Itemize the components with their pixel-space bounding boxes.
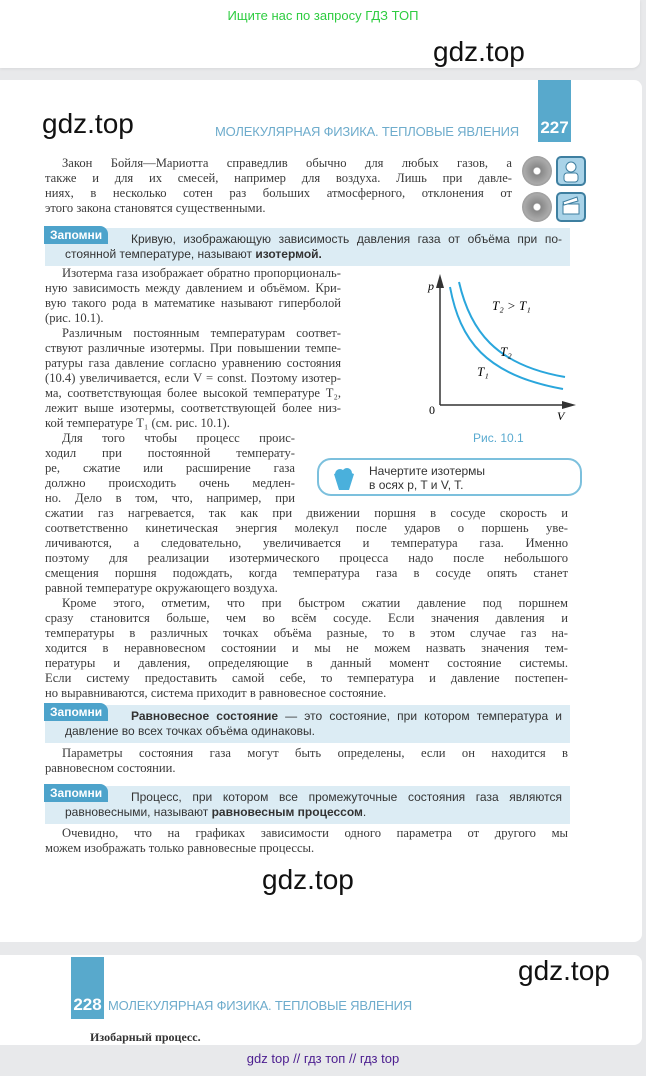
text-line: смещения поршня подождать, когда температура газа в сосуде опять станет [45, 566, 568, 580]
paragraph [45, 596, 568, 701]
text-segment: . [362, 805, 367, 819]
text-line: соответственно кинетическая энергия молекул после ударов о поршень уве- [45, 521, 568, 535]
text-line: ма, соответствующая более высокой температуре T₂, [45, 386, 341, 400]
isotherm-t2 [459, 282, 565, 377]
text-segment: Процесс, при котором все промежуточные состояния газа являются [131, 790, 562, 804]
watermark: gdz.top [262, 864, 354, 895]
curve-relation-label: T₂ > T₁ [492, 298, 531, 313]
text-line: равновесном состоянии. [45, 761, 176, 775]
text-segment: Кривую, изображающую зависимость давления газа от объёма при по- [131, 232, 562, 246]
figure-caption: Рис. 10.1 [473, 431, 524, 445]
promo-text: Ищите нас по запросу ГДЗ ТОП [227, 8, 419, 23]
text-line: Кроме этого, отметим, что при быстром сжатии давление под поршнем [62, 596, 568, 610]
paragraph [45, 506, 568, 596]
page-227 [0, 80, 642, 942]
text-line: но. Дело в том, что, например, при [45, 491, 295, 505]
person-icon[interactable] [556, 156, 586, 186]
y-axis-arrow [436, 274, 444, 288]
text-line: ратуры газа давление согласно уравнению состояния [45, 356, 341, 370]
text-line: лежит выше изотермы, соответствующей более низ- [45, 401, 341, 415]
text-line: (рис. 10.1). [45, 311, 104, 325]
text-line: можем изображать только равновесные процессы. [45, 841, 315, 855]
paragraph [45, 826, 568, 856]
isotherm-figure [420, 270, 580, 420]
text-segment: равновесными, называют [65, 805, 212, 819]
remember-badge: Запомни [44, 226, 108, 244]
origin-label: 0 [429, 403, 435, 417]
remember-box [45, 228, 570, 266]
running-head: МОЛЕКУЛЯРНАЯ ФИЗИКА. ТЕПЛОВЫЕ ЯВЛЕНИЯ [108, 998, 412, 1013]
paragraph [45, 326, 341, 431]
text-line: сразу становится больше, чем во всём сосуде. Если значения давления и [45, 611, 568, 625]
bold-term: Равновесное состояние [131, 709, 278, 723]
remember-badge: Запомни [44, 784, 108, 802]
page-number: 228 [71, 957, 104, 1019]
task-line: в осях p, T и V, T. [369, 478, 464, 492]
task-icon [331, 466, 357, 492]
page-number: 227 [538, 80, 571, 142]
bold-term: изотермой. [255, 247, 322, 261]
task-box [317, 458, 582, 496]
text-line: ствуют различные изотермы. При повышении темпе- [45, 341, 341, 355]
text-line: ную зависимость между давлением и объёмом. Кри- [45, 281, 341, 295]
bold-term: равновесным процессом [211, 805, 363, 819]
text-line: Очевидно, что на графиках зависимости одного параметра от другого мы [62, 826, 568, 840]
remember-box [45, 786, 570, 824]
text-line: ходится в неравновесном состоянии и мы не можем назвать значения тем- [45, 641, 568, 655]
remember-box [45, 705, 570, 743]
paragraph [45, 266, 341, 326]
paragraph [45, 156, 512, 216]
text-line: кой температуре T₁ (см. рис. 10.1). [45, 416, 230, 430]
watermark: gdz.top [433, 36, 525, 67]
text-line: ниях, в несколько сотен раз больших атмосферного, отклонения от [45, 186, 512, 200]
paragraph [45, 746, 568, 776]
text-line: вую такого рода в математике называют гиперболой [45, 296, 341, 310]
text-segment: — это состояние, при котором температура и [278, 709, 562, 723]
separator: // [348, 1051, 357, 1066]
running-head: МОЛЕКУЛЯРНАЯ ФИЗИКА. ТЕПЛОВЫЕ ЯВЛЕНИЯ [215, 124, 519, 139]
remember-badge: Запомни [44, 703, 108, 721]
text-line: равной температуре окружающего воздуха. [45, 581, 278, 595]
text-line: но выравниваются, система приходит в равновесное состояние. [45, 686, 387, 700]
text-line: личиваются, а следовательно, увеличивается и температура газа. Именно [45, 536, 568, 550]
text-line: ходил при постоянной температу- [45, 446, 295, 460]
paragraph [45, 431, 295, 506]
section-heading: Изобарный процесс. [90, 1030, 201, 1044]
x-axis-arrow [562, 401, 576, 409]
task-line: Начертите изотермы [369, 464, 486, 478]
text-line: Для того чтобы процесс проис- [62, 431, 295, 445]
footer-link[interactable]: гдз top [359, 1051, 400, 1066]
text-line: температуры в различных точках объёма разные, то в этом случае газ на- [45, 626, 568, 640]
text-line: Различным постоянным температурам соответ- [62, 326, 341, 340]
t2-label: T₂ [500, 344, 512, 359]
separator: // [293, 1051, 301, 1066]
text-line [65, 232, 562, 247]
text-segment: давление во всех точках объёма одинаковы. [65, 724, 315, 738]
text-segment: стоянной температуре, называют [65, 247, 256, 261]
text-line [65, 724, 562, 739]
footer-link[interactable]: gdz top [246, 1051, 290, 1066]
text-line: Закон Бойля—Мариотта справедлив обычно для любых газов, а [62, 156, 512, 170]
text-line [65, 709, 562, 724]
footer-link[interactable]: гдз топ [303, 1051, 346, 1066]
text-line [65, 805, 562, 820]
text-line: ре, сжатие или расширение газа [45, 461, 295, 475]
text-line [65, 790, 562, 805]
text-line: Изотерма газа изображает обратно пропорциональ- [62, 266, 341, 280]
disc-icon[interactable] [522, 156, 552, 186]
text-line: также и для их смесей, например для воздуха. Лишь при давле- [45, 171, 512, 185]
text-line: должно происходить очень медлен- [45, 476, 295, 490]
text-line: сжатии газ нагревается, так как при движении поршня в сосуде скорость и [45, 506, 568, 520]
text-line: этого закона становятся существенными. [45, 201, 266, 215]
page-228 [0, 955, 642, 1045]
text-line: Параметры состояния газа могут быть определены, если он находится в [62, 746, 568, 760]
video-clapper-icon[interactable] [556, 192, 586, 222]
t1-label: T₁ [477, 364, 489, 379]
footer-links [0, 1051, 646, 1066]
text-line: пературы и давления, определяющие в данный момент состояние системы. [45, 656, 568, 670]
watermark: gdz.top [518, 955, 610, 986]
text-line: (10.4) увеличивается, если V = const. Поэтому изотер- [45, 371, 341, 385]
text-line: поэтому для реализации изотермического процесса надо после небольшого [45, 551, 568, 565]
disc-icon[interactable] [522, 192, 552, 222]
x-axis-label: V [557, 409, 565, 420]
watermark: gdz.top [42, 108, 134, 139]
text-line: Если систему предоставить самой себе, то температура и давление постепен- [45, 671, 568, 685]
text-line [65, 247, 562, 262]
top-banner [0, 0, 640, 68]
y-axis-label: p [428, 279, 434, 293]
